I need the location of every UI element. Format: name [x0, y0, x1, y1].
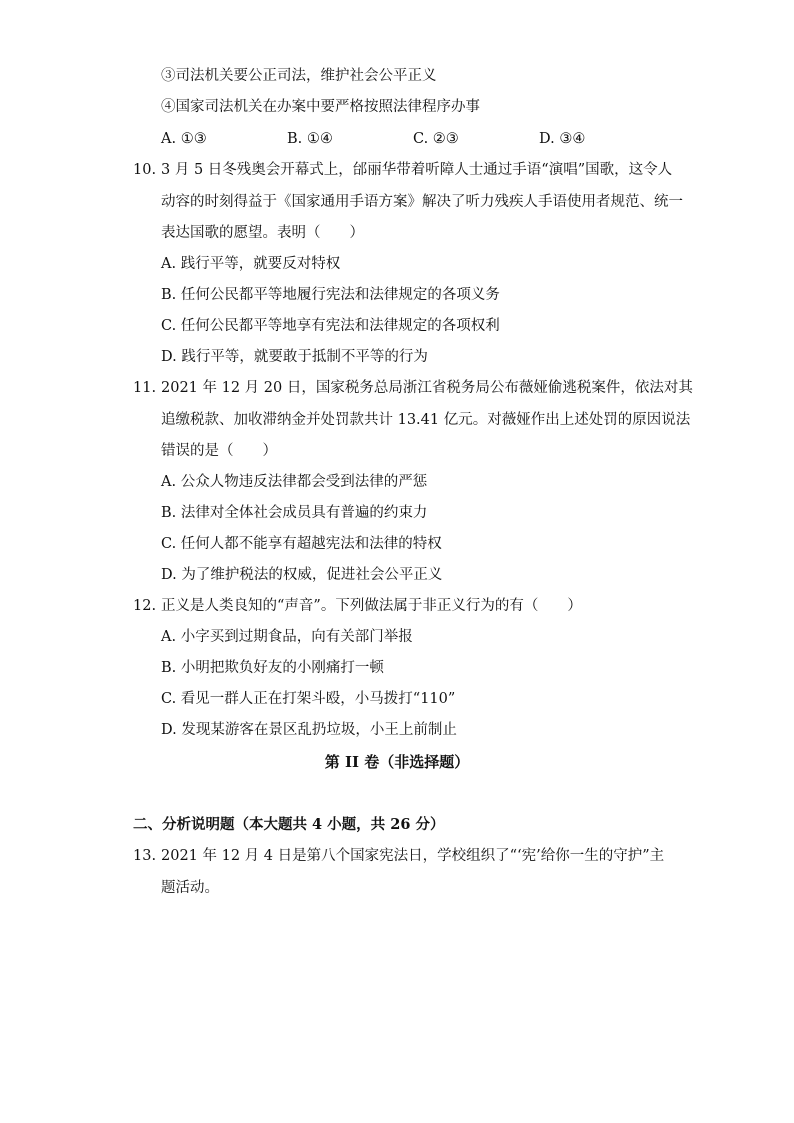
q9-option-d: D. ③④	[539, 131, 586, 147]
q12-option-b: B. 小明把欺负好友的小刚痛打一顿	[161, 660, 384, 676]
q11-option-b: B. 法律对全体社会成员具有普遍的约束力	[161, 505, 428, 521]
section-2-title: 第 II 卷（非选择题）	[324, 753, 470, 771]
q10-stem-line-2: 动容的时刻得益于《国家通用手语方案》解决了听力残疾人手语使用者规范、统一	[161, 194, 683, 210]
q13-stem-line-2: 题活动。	[161, 880, 219, 896]
q12-option-d: D. 发现某游客在景区乱扔垃圾，小王上前制止	[161, 722, 457, 738]
q13-number: 13.	[133, 848, 157, 864]
q10-option-d: D. 践行平等，就要敢于抵制不平等的行为	[161, 349, 428, 365]
q11-option-d: D. 为了维护税法的权威，促进社会公平正义	[161, 567, 443, 583]
q10-option-b: B. 任何公民都平等地履行宪法和法律规定的各项义务	[161, 287, 500, 303]
q9-option-c: C. ②③	[413, 131, 459, 147]
q11-option-a: A. 公众人物违反法律都会受到法律的严惩	[161, 474, 428, 490]
q13-stem-line-1: 2021 年 12 月 4 日是第八个国家宪法日，学校组织了“‘宪’给你一生的守护”主	[161, 848, 665, 864]
q11-number: 11.	[133, 380, 157, 396]
q12-stem-line-1: 正义是人类良知的“声音”。下列做法属于非正义行为的有（ ）	[161, 598, 582, 614]
q12-number: 12.	[133, 598, 157, 614]
q9-option-b: B. ①④	[287, 131, 333, 147]
q10-number: 10.	[133, 162, 157, 178]
q11-stem-line-1: 2021 年 12 月 20 日，国家税务总局浙江省税务局公布薇娅偷逃税案件，依法对其	[161, 380, 693, 396]
q11-stem-line-2: 追缴税款、加收滞纳金并处罚款共计 13.41 亿元。对薇娅作出上述处罚的原因说法	[161, 412, 691, 428]
q9-statement-4: ④国家司法机关在办案中要严格按照法律程序办事	[161, 99, 480, 115]
q10-option-c: C. 任何公民都平等地享有宪法和法律规定的各项权利	[161, 318, 500, 334]
q10-stem-line-1: 3 月 5 日冬残奥会开幕式上，邰丽华带着听障人士通过手语“演唱”国歌，这令人	[161, 162, 673, 178]
part-2-heading: 二、分析说明题（本大题共 4 小题，共 26 分）	[133, 816, 445, 833]
q9-option-a: A. ①③	[161, 131, 207, 147]
q9-statement-3: ③司法机关要公正司法，维护社会公平正义	[161, 68, 437, 84]
q10-stem-line-3: 表达国歌的愿望。表明（ ）	[161, 225, 364, 241]
q10-option-a: A. 践行平等，就要反对特权	[161, 256, 341, 272]
q12-option-a: A. 小字买到过期食品，向有关部门举报	[161, 629, 413, 645]
q12-option-c: C. 看见一群人正在打架斗殴，小马拨打“110”	[161, 691, 456, 707]
q11-stem-line-3: 错误的是（ ）	[161, 443, 277, 459]
q11-option-c: C. 任何人都不能享有超越宪法和法律的特权	[161, 536, 442, 552]
